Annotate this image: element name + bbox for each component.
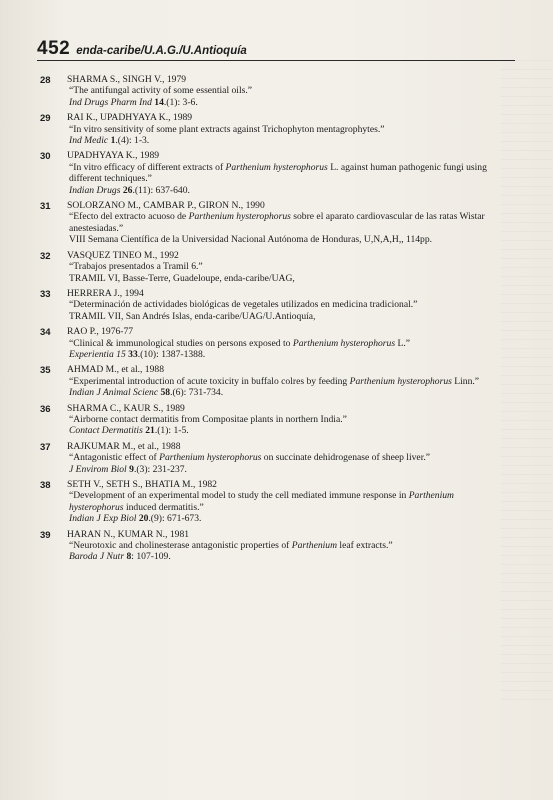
journal-name: J Envirom Biol	[69, 463, 127, 475]
entry-source: TRAMIL VI, Basse-Terre, Guadeloupe, enda-caribe/UAG,	[69, 272, 295, 284]
entry-source	[67, 97, 510, 108]
running-header	[37, 38, 517, 60]
entry-title-cont: different techniques.”	[69, 173, 152, 185]
pages: : 107-109.	[131, 551, 171, 563]
pages: .(6): 731-734.	[170, 387, 224, 399]
entry-source	[67, 425, 510, 436]
entry-number: 29	[40, 113, 51, 125]
entry-author: UPADHYAYA K., 1989	[67, 150, 160, 162]
entry-title-cont	[67, 502, 510, 513]
volume: 33	[128, 348, 138, 360]
entry-source: VIII Semana Científica de la Universidad Nacional Autónoma de Honduras, U,N,A,H,, 114pp.	[69, 234, 433, 246]
volume: 9	[129, 463, 134, 475]
entry-source: TRAMIL VII, San Andrés Islas, enda-caribe/UAG/U.Antioquía,	[69, 310, 316, 322]
pages: .(11): 637-640.	[132, 184, 190, 196]
entry-source	[67, 349, 510, 360]
species-name: Parthenium hysterophorus	[292, 337, 396, 349]
title-text: “Experimental introduction of acute toxicity in buffalo colres by feeding	[69, 375, 350, 387]
entry-author: RAJKUMAR M., et al., 1988	[67, 440, 181, 452]
title-text: Linn.”	[451, 375, 480, 387]
reference-entry	[40, 364, 510, 398]
volume: 20	[138, 513, 149, 525]
entry-author: RAI K., UPADHYAYA K., 1989	[67, 112, 193, 124]
entry-title: “Determinación de actividades biológicas de vegetales utilizados en medicina tradicional.”	[69, 299, 418, 311]
reference-entry	[40, 479, 510, 525]
entry-title	[67, 338, 510, 349]
entry-author: HERRERA J., 1994	[67, 287, 144, 299]
pages: .(1): 3-6.	[163, 96, 198, 108]
reference-entry	[40, 441, 510, 475]
reference-entry	[40, 529, 510, 563]
title-text: “Clinical & immunological studies on persons exposed to	[69, 337, 293, 349]
species-name: Parthenium hysterophorus	[349, 375, 452, 387]
entry-author: SHARMA S., SINGH V., 1979	[67, 74, 187, 85]
entry-title	[67, 490, 510, 501]
reference-entry	[40, 403, 510, 437]
entry-author: VASQUEZ TINEO M., 1992	[67, 249, 179, 261]
volume: 26	[122, 184, 133, 196]
journal-name: Indian J Exp Biol	[69, 513, 137, 525]
entry-title	[67, 211, 510, 222]
title-text: leaf extracts.”	[337, 540, 393, 552]
title-text: induced dermatitis.”	[123, 501, 204, 513]
entry-number: 28	[40, 75, 51, 86]
volume: 14	[154, 96, 164, 108]
title-text: on succinate dehidrogenase of sheep liver.”	[261, 452, 431, 464]
journal-name: Indian J Animal Scienc	[69, 387, 159, 399]
entry-title	[67, 162, 510, 173]
journal-name: Ind Drugs Pharm Ind	[69, 96, 152, 108]
entry-number: 38	[40, 480, 51, 491]
entry-author: SETH V., SETH S., BHATIA M., 1982	[67, 479, 217, 490]
entry-author: RAO P., 1976-77	[67, 326, 134, 338]
entry-title: “In vitro sensitivity of some plant extracts against Trichophyton mentagrophytes.”	[69, 123, 385, 135]
entry-author: HARAN N., KUMAR N., 1981	[67, 528, 190, 540]
entry-title	[67, 540, 510, 551]
species-name: Parthenium hysterophorus	[159, 452, 262, 464]
species-name: Parthenium hysterophorus	[225, 161, 328, 173]
reference-entry	[40, 150, 510, 196]
entry-title: “Trabajos presentados a Tramil 6.”	[69, 261, 203, 273]
pages: .(3): 231-237.	[133, 463, 187, 475]
title-text: “Development of an experimental model to study the cell mediated immune response in	[69, 490, 409, 502]
entry-author: AHMAD M., et al., 1988	[67, 364, 164, 376]
entry-source	[67, 185, 510, 196]
volume: 8	[126, 551, 132, 563]
pages: .(1): 1-5.	[154, 425, 189, 437]
title-text: L.”	[395, 337, 410, 349]
entry-number: 31	[40, 201, 51, 213]
species-name: hysterophorus	[69, 501, 124, 513]
entry-source	[67, 551, 510, 562]
entry-title	[67, 376, 510, 387]
entry-number: 32	[40, 250, 51, 262]
title-text: “Antagonistic effect of	[69, 452, 160, 464]
reference-entry	[40, 326, 510, 360]
species-name: Parthenium	[408, 490, 454, 502]
title-text: L. against human pathogenic fungi using	[327, 161, 487, 173]
volume: 1	[110, 135, 116, 147]
journal-name: Indian Drugs	[69, 184, 121, 196]
running-title: enda-caribe/U.A.G./U.Antioquía	[76, 45, 247, 57]
entry-title	[67, 452, 510, 463]
entry-number: 35	[40, 365, 51, 377]
entry-number: 39	[40, 529, 51, 541]
pages: .(9): 671-673.	[148, 513, 202, 525]
reference-list	[40, 74, 510, 567]
entry-title-cont: anestesiadas.”	[69, 222, 124, 234]
species-name: Parthenium	[291, 540, 338, 552]
title-text: “Efecto del extracto acuoso de	[69, 211, 189, 223]
entry-number: 34	[40, 327, 51, 339]
entry-source	[67, 135, 510, 146]
title-text: sobre el aparato cardiovascular de las ratas Wistar	[290, 211, 485, 223]
journal-name: Baroda J Nutr	[69, 551, 125, 563]
entry-source	[67, 464, 510, 475]
pages: .(4): 1-3.	[115, 135, 150, 147]
journal-name: Contact Dermatitis	[69, 425, 143, 437]
reference-entry	[40, 112, 510, 146]
journal-name: Ind Medic	[69, 135, 109, 147]
entry-title: “Airborne contact dermatitis from Compositae plants in northern India.”	[69, 413, 347, 425]
entry-author: SHARMA C., KAUR S., 1989	[67, 402, 185, 414]
entry-source	[67, 513, 510, 524]
entry-number: 33	[40, 288, 51, 300]
title-text: “Neurotoxic and cholinesterase antagonistic properties of	[69, 540, 292, 552]
journal-name: Experientia 15	[69, 348, 126, 360]
entry-author: SOLORZANO M., CAMBAR P., GIRON N., 1990	[67, 200, 265, 212]
entry-source	[67, 387, 510, 398]
entry-number: 36	[40, 403, 51, 415]
pages: .(10): 1387-1388.	[137, 348, 206, 360]
reference-entry	[40, 74, 510, 108]
volume: 21	[145, 425, 155, 437]
header-rule	[37, 60, 515, 61]
reference-entry	[40, 288, 510, 322]
reference-entry	[40, 200, 510, 246]
reference-entry	[40, 250, 510, 284]
volume: 58	[160, 387, 171, 399]
entry-number: 30	[40, 151, 51, 163]
title-text: “In vitro efficacy of different extracts of	[69, 161, 226, 173]
species-name: Parthenium hysterophorus	[188, 211, 291, 223]
entry-title: “The antifungal activity of some essential oils.”	[69, 85, 253, 97]
page-number: 452	[37, 38, 71, 59]
entry-number: 37	[40, 441, 51, 453]
